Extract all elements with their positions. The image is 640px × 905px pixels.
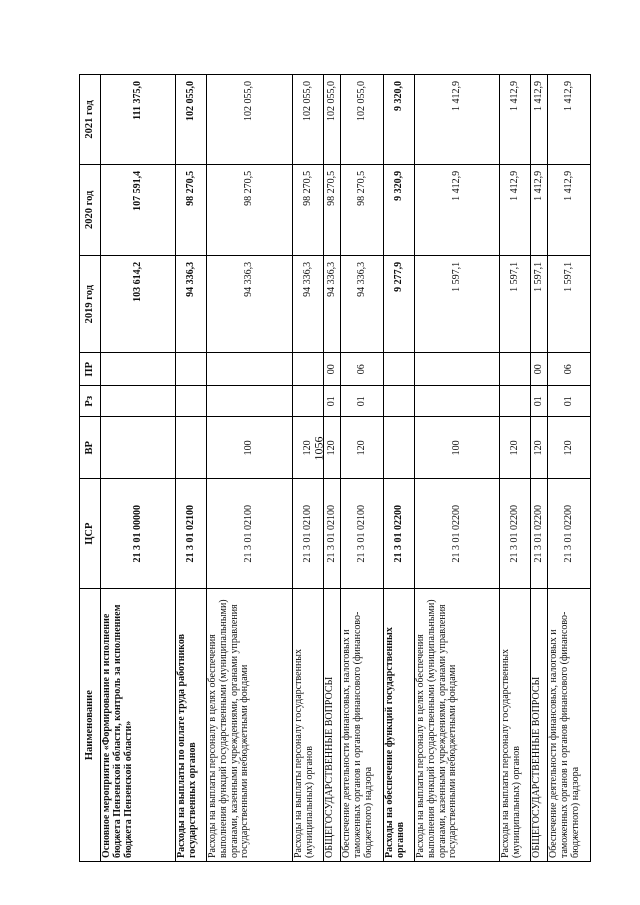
row-2020: 98 270,5 [293, 164, 324, 255]
header-vr: ВР [80, 417, 101, 479]
table-row [176, 75, 207, 862]
row-csr: 21 3 01 02100 [207, 479, 293, 589]
row-rz: 01 [531, 386, 548, 417]
row-2020: 107 591,4 [101, 164, 176, 255]
row-rz: 01 [548, 386, 591, 417]
header-csr: ЦСР [80, 479, 101, 589]
budget-table [79, 74, 591, 862]
row-pr [500, 353, 531, 386]
row-csr: 21 3 01 00000 [101, 479, 176, 589]
row-csr: 21 3 01 02200 [415, 479, 500, 589]
row-2021: 102 055,0 [293, 75, 324, 165]
row-2020: 1 412,9 [415, 164, 500, 255]
row-pr [176, 353, 207, 386]
row-2020: 1 412,9 [500, 164, 531, 255]
row-vr: 120 [531, 417, 548, 479]
row-2019: 1 597,1 [500, 255, 531, 353]
row-2021: 102 055,0 [341, 75, 384, 165]
table-row [384, 75, 415, 862]
table-header-row [80, 75, 101, 862]
page-number: 1056 [311, 436, 326, 461]
row-rz [500, 386, 531, 417]
row-2019: 103 614,2 [101, 255, 176, 353]
header-pr: ПР [80, 353, 101, 386]
row-pr [207, 353, 293, 386]
row-name: Расходы на выплаты персоналу государственных (муниципальных) органов [500, 589, 531, 862]
table-row [341, 75, 384, 862]
row-2020: 98 270,5 [324, 164, 341, 255]
row-2019: 1 597,1 [531, 255, 548, 353]
row-2021: 102 055,0 [324, 75, 341, 165]
row-2021: 102 055,0 [207, 75, 293, 165]
row-csr: 21 3 01 02100 [324, 479, 341, 589]
row-pr: 06 [341, 353, 384, 386]
row-name: Расходы на выплаты персоналу государственных (муниципальных) органов [293, 589, 324, 862]
row-csr: 21 3 01 02100 [176, 479, 207, 589]
row-2021: 102 055,0 [176, 75, 207, 165]
row-name: Расходы на выплаты персоналу в целях обеспечения выполнения функций государственными (муниципальными) органами, казенными учреждениями, органами управления государственными внебюджетными фондами [415, 589, 500, 862]
row-vr: 120 [548, 417, 591, 479]
table-row [101, 75, 176, 862]
row-vr: 120 [293, 417, 324, 479]
table-row [324, 75, 341, 862]
row-csr: 21 3 01 02200 [500, 479, 531, 589]
row-vr: 100 [415, 417, 500, 479]
row-2020: 98 270,5 [176, 164, 207, 255]
row-2021: 1 412,9 [500, 75, 531, 165]
row-vr [176, 417, 207, 479]
row-2021: 1 412,9 [548, 75, 591, 165]
row-2019: 94 336,3 [207, 255, 293, 353]
table-row [531, 75, 548, 862]
row-2021: 9 320,0 [384, 75, 415, 165]
row-2020: 9 320,9 [384, 164, 415, 255]
row-rz [207, 386, 293, 417]
row-csr: 21 3 01 02200 [548, 479, 591, 589]
row-2020: 1 412,9 [531, 164, 548, 255]
row-rz [415, 386, 500, 417]
row-name: Расходы на выплаты персоналу в целях обеспечения выполнения функций государственными (муниципальными) органами, казенными учреждениями, органами управления государственными внебюджетными фондами [207, 589, 293, 862]
row-2019: 1 597,1 [548, 255, 591, 353]
row-name: ОБЩЕГОСУДАРСТВЕННЫЕ ВОПРОСЫ [531, 589, 548, 862]
row-pr: 00 [324, 353, 341, 386]
row-vr: 120 [500, 417, 531, 479]
row-2019: 94 336,3 [176, 255, 207, 353]
table-row [293, 75, 324, 862]
row-2019: 94 336,3 [341, 255, 384, 353]
rotated-table-container [79, 74, 581, 862]
row-name: Основное мероприятие «Формирование и исполнение бюджета Пензенской области, контроль за исполнением бюджета Пензенской области» [101, 589, 176, 862]
row-pr [293, 353, 324, 386]
table-row [548, 75, 591, 862]
row-csr: 21 3 01 02200 [531, 479, 548, 589]
row-2019: 94 336,3 [324, 255, 341, 353]
row-rz [293, 386, 324, 417]
row-2019: 94 336,3 [293, 255, 324, 353]
row-vr: 100 [207, 417, 293, 479]
row-rz [101, 386, 176, 417]
row-name: ОБЩЕГОСУДАРСТВЕННЫЕ ВОПРОСЫ [324, 589, 341, 862]
row-2020: 98 270,5 [207, 164, 293, 255]
row-name: Обеспечение деятельности финансовых, налоговых и таможенных органов и органов финансового (финансово-бюджетного) надзора [341, 589, 384, 862]
row-2021: 1 412,9 [531, 75, 548, 165]
row-vr [384, 417, 415, 479]
row-name: Расходы на обеспечение функций государственных органов [384, 589, 415, 862]
header-name: Наименование [80, 589, 101, 862]
row-2021: 111 375,0 [101, 75, 176, 165]
header-rz: Рз [80, 386, 101, 417]
row-name: Расходы на выплаты по оплате труда работников государственных органов [176, 589, 207, 862]
row-pr [415, 353, 500, 386]
row-rz [384, 386, 415, 417]
row-csr: 21 3 01 02200 [384, 479, 415, 589]
row-csr: 21 3 01 02100 [341, 479, 384, 589]
row-2020: 1 412,9 [548, 164, 591, 255]
row-pr [101, 353, 176, 386]
row-rz [176, 386, 207, 417]
table-row [500, 75, 531, 862]
row-rz: 01 [324, 386, 341, 417]
row-vr: 120 [341, 417, 384, 479]
header-2019: 2019 год [80, 255, 101, 353]
row-name: Обеспечение деятельности финансовых, налоговых и таможенных органов и органов финансового (финансово-бюджетного) надзора [548, 589, 591, 862]
row-rz: 01 [341, 386, 384, 417]
row-2019: 9 277,9 [384, 255, 415, 353]
row-2019: 1 597,1 [415, 255, 500, 353]
header-2021: 2021 год [80, 75, 101, 165]
row-pr: 00 [531, 353, 548, 386]
table-row [207, 75, 293, 862]
row-vr: 120 [324, 417, 341, 479]
row-pr: 06 [548, 353, 591, 386]
row-vr [101, 417, 176, 479]
row-2021: 1 412,9 [415, 75, 500, 165]
table-row [415, 75, 500, 862]
row-2020: 98 270,5 [341, 164, 384, 255]
row-csr: 21 3 01 02100 [293, 479, 324, 589]
row-pr [384, 353, 415, 386]
header-2020: 2020 год [80, 164, 101, 255]
